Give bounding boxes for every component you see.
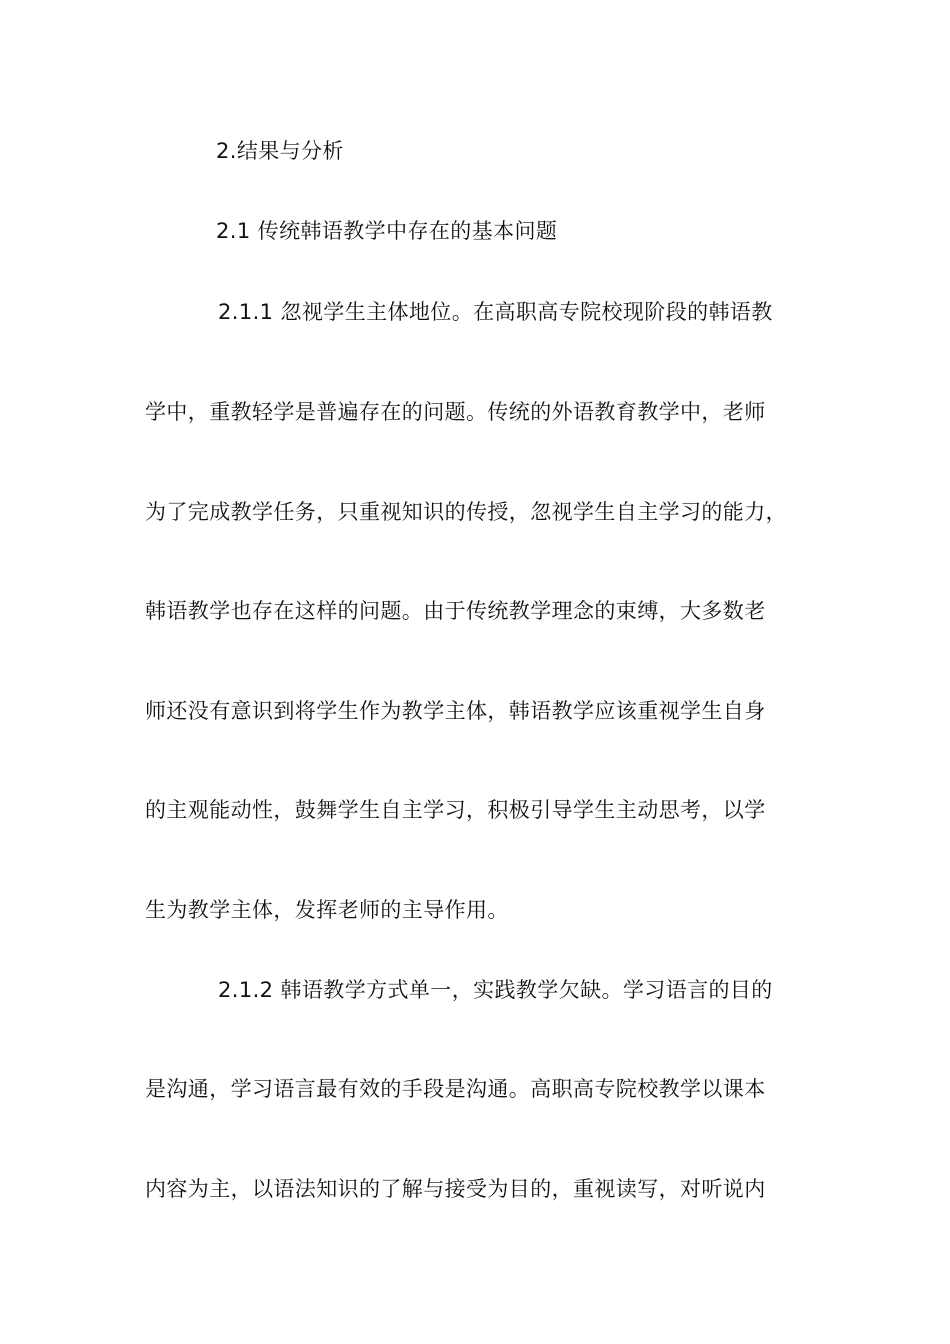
paragraph-line: 生为教学主体，发挥老师的主导作用。	[145, 898, 509, 922]
paragraph-line: 师还没有意识到将学生作为教学主体，韩语教学应该重视学生自身	[145, 699, 766, 723]
paragraph-line: 学中，重教轻学是普遍存在的问题。传统的外语教育教学中，老师	[145, 400, 766, 424]
paragraph-line: 韩语教学也存在这样的问题。由于传统教学理念的束缚，大多数老	[145, 599, 766, 623]
paragraph-line: 2.1.1 忽视学生主体地位。在高职高专院校现阶段的韩语教	[218, 300, 773, 324]
paragraph-line: 为了完成教学任务，只重视知识的传授，忽视学生自主学习的能力，	[145, 500, 787, 524]
paragraph-line: 是沟通，学习语言最有效的手段是沟通。高职高专院校教学以课本	[145, 1077, 766, 1101]
paragraph-line: 的主观能动性，鼓舞学生自主学习，积极引导学生主动思考，以学	[145, 798, 766, 822]
paragraph-line: 内容为主，以语法知识的了解与接受为目的，重视读写，对听说内	[145, 1177, 766, 1201]
paragraph-line: 2.1.2 韩语教学方式单一，实践教学欠缺。学习语言的目的	[218, 978, 773, 1002]
subsection-heading: 2.1 传统韩语教学中存在的基本问题	[216, 219, 558, 243]
section-heading: 2.结果与分析	[216, 139, 344, 163]
